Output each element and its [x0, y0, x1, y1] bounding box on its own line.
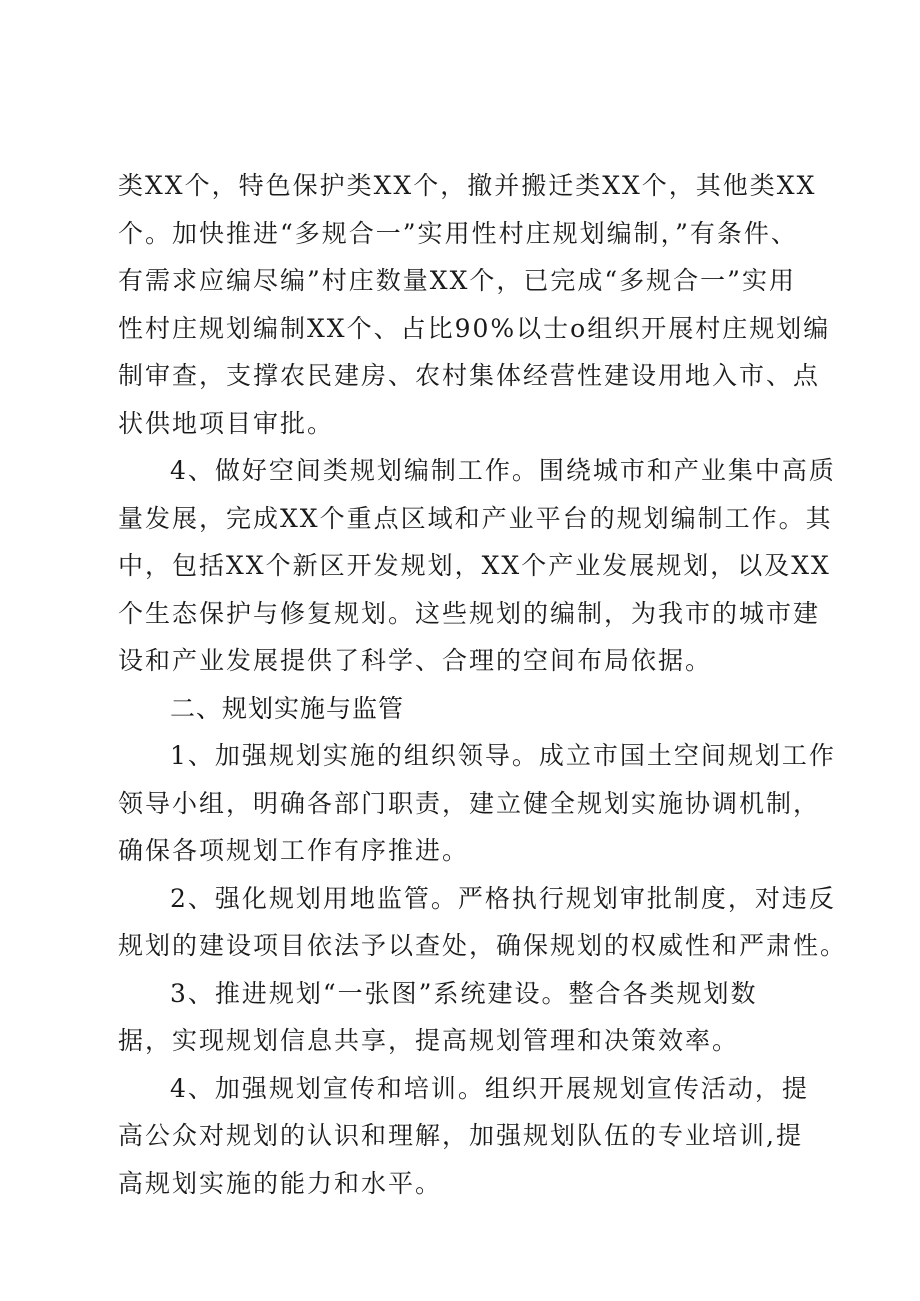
text-line: 个生态保护与修复规划。这些规划的编制，为我市的城市建 — [118, 598, 821, 628]
text-line: 个。加快推进“多规合一”实用性村庄规划编制，”有条件、 — [118, 218, 798, 248]
section-heading: 二、规划实施与监管 — [170, 693, 405, 723]
text-line: 1、加强规划实施的组织领导。成立市国土空间规划工作 — [170, 741, 836, 770]
text-line: 规划的建设项目依法予以查处，确保规划的权威性和严肃性。 — [118, 931, 848, 960]
text-line: 据，实现规划信息共享，提高规划管理和决策效率。 — [118, 1026, 740, 1055]
paragraph-one-map-system — [118, 970, 818, 1065]
text-line: 2、强化规划用地监管。严格执行规划审批制度，对违反 — [170, 883, 836, 913]
text-line: 有需求应编尽编”村庄数量XX个，已完成“多规合一”实用 — [118, 266, 796, 295]
paragraph-land-supervision — [118, 875, 848, 970]
paragraph-publicity-training — [118, 1065, 818, 1208]
paragraph-organization-leadership — [118, 732, 836, 875]
text-line: 3、推进规划“一张图”系统建设。整合各类规划数 — [170, 978, 758, 1008]
text-line: 制审查，支撑农民建房、农村集体经营性建设用地入市、点 — [118, 361, 821, 390]
text-line: 性村庄规划编制XX个、占比90%以士o组织开展村庄规划编 — [118, 313, 831, 343]
document-body — [118, 162, 848, 1207]
text-line: 量发展，完成XX个重点区域和产业平台的规划编制工作。其 — [118, 503, 833, 533]
text-line: 设和产业发展提供了科学、合理的空间布局依据。 — [118, 646, 713, 675]
paragraph-village-planning — [118, 162, 831, 447]
paragraph-spatial-planning — [118, 447, 836, 685]
text-line: 高规划实施的能力和水平。 — [118, 1168, 443, 1198]
text-line: 4、加强规划宣传和培训。组织开展规划宣传活动，提 — [170, 1073, 809, 1103]
text-line: 4、做好空间类规划编制工作。围绕城市和产业集中高质 — [170, 456, 836, 485]
text-line: 状供地项目审批。 — [118, 408, 335, 438]
text-line: 领导小组，明确各部门职责，建立健全规划实施协调机制， — [118, 788, 821, 818]
text-line: 高公众对规划的认识和理解，加强规划队伍的专业培训,提 — [118, 1121, 803, 1150]
text-line: 确保各项规划工作有序推进。 — [118, 836, 470, 865]
text-line: 中，包括XX个新区开发规划，XX个产业发展规划，以及XX — [118, 551, 831, 580]
text-line: 类XX个，特色保护类XX个，撤并搬迁类XX个，其他类XX — [118, 171, 817, 200]
